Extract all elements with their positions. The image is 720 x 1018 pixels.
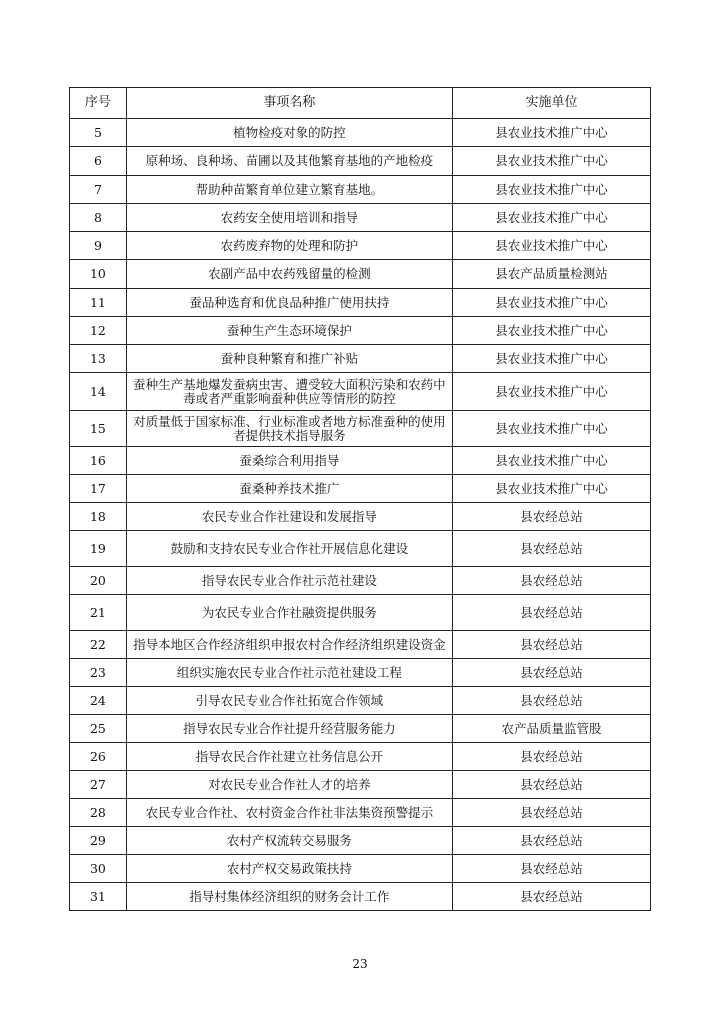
table-row xyxy=(70,595,651,631)
row-number-cell: 18 xyxy=(70,503,127,531)
table-row xyxy=(70,119,651,147)
item-name-cell: 对农民专业合作社人才的培养 xyxy=(126,771,452,799)
item-name-cell: 指导农民专业合作社示范社建设 xyxy=(126,567,452,595)
row-number-cell: 25 xyxy=(70,715,127,743)
item-name-cell: 农民专业合作社、农村资金合作社非法集资预警提示 xyxy=(126,799,452,827)
table-row xyxy=(70,827,651,855)
table-header-row xyxy=(70,88,651,119)
implementing-unit-cell: 县农经总站 xyxy=(452,631,650,659)
table-row xyxy=(70,260,651,289)
implementing-unit-cell: 农产品质量监管股 xyxy=(452,715,650,743)
table-row xyxy=(70,799,651,827)
table-body xyxy=(70,119,651,911)
row-number-cell: 26 xyxy=(70,743,127,771)
implementing-unit-cell: 县农经总站 xyxy=(452,567,650,595)
item-name-cell: 蚕品种选育和优良品种推广使用扶持 xyxy=(126,289,452,317)
implementing-unit-cell: 县农业技术推广中心 xyxy=(452,119,650,147)
page-number: 23 xyxy=(352,957,368,971)
item-name-cell: 农村产权流转交易服务 xyxy=(126,827,452,855)
table-row xyxy=(70,147,651,176)
row-number-cell: 12 xyxy=(70,317,127,345)
implementing-unit-cell: 县农经总站 xyxy=(452,659,650,687)
table-row xyxy=(70,345,651,373)
table-row xyxy=(70,687,651,715)
header-unit: 实施单位 xyxy=(452,88,650,119)
table-row xyxy=(70,289,651,317)
table-row xyxy=(70,176,651,204)
row-number-cell: 22 xyxy=(70,631,127,659)
row-number-cell: 19 xyxy=(70,531,127,567)
table-row xyxy=(70,317,651,345)
row-number-cell: 28 xyxy=(70,799,127,827)
table-row xyxy=(70,411,651,447)
item-name-cell: 蚕桑种养技术推广 xyxy=(126,475,452,503)
implementing-unit-cell: 县农业技术推广中心 xyxy=(452,345,650,373)
item-name-cell: 农村产权交易政策扶持 xyxy=(126,855,452,883)
implementing-unit-cell: 县农业技术推广中心 xyxy=(452,232,650,260)
item-name-cell: 组织实施农民专业合作社示范社建设工程 xyxy=(126,659,452,687)
items-table xyxy=(69,87,651,911)
implementing-unit-cell: 县农经总站 xyxy=(452,531,650,567)
row-number-cell: 11 xyxy=(70,289,127,317)
row-number-cell: 10 xyxy=(70,260,127,289)
item-name-cell: 为农民专业合作社融资提供服务 xyxy=(126,595,452,631)
item-name-cell: 对质量低于国家标准、行业标准或者地方标准蚕种的使用者提供技术指导服务 xyxy=(126,411,452,447)
row-number-cell: 14 xyxy=(70,373,127,411)
item-name-cell: 引导农民专业合作社拓宽合作领域 xyxy=(126,687,452,715)
row-number-cell: 30 xyxy=(70,855,127,883)
table-row xyxy=(70,503,651,531)
row-number-cell: 5 xyxy=(70,119,127,147)
table-row xyxy=(70,567,651,595)
header-number: 序号 xyxy=(70,88,127,119)
row-number-cell: 31 xyxy=(70,883,127,911)
implementing-unit-cell: 县农业技术推广中心 xyxy=(452,373,650,411)
implementing-unit-cell: 县农经总站 xyxy=(452,771,650,799)
item-name-cell: 帮助种苗繁育单位建立繁育基地。 xyxy=(126,176,452,204)
row-number-cell: 13 xyxy=(70,345,127,373)
item-name-cell: 鼓励和支持农民专业合作社开展信息化建设 xyxy=(126,531,452,567)
item-name-cell: 农民专业合作社建设和发展指导 xyxy=(126,503,452,531)
row-number-cell: 6 xyxy=(70,147,127,176)
implementing-unit-cell: 县农经总站 xyxy=(452,687,650,715)
implementing-unit-cell: 县农业技术推广中心 xyxy=(452,447,650,475)
row-number-cell: 21 xyxy=(70,595,127,631)
table-row xyxy=(70,743,651,771)
implementing-unit-cell: 县农经总站 xyxy=(452,595,650,631)
item-name-cell: 蚕种生产生态环境保护 xyxy=(126,317,452,345)
table-row xyxy=(70,232,651,260)
implementing-unit-cell: 县农业技术推广中心 xyxy=(452,147,650,176)
implementing-unit-cell: 县农经总站 xyxy=(452,743,650,771)
row-number-cell: 7 xyxy=(70,176,127,204)
item-name-cell: 指导农民合作社建立社务信息公开 xyxy=(126,743,452,771)
row-number-cell: 20 xyxy=(70,567,127,595)
item-name-cell: 植物检疫对象的防控 xyxy=(126,119,452,147)
item-name-cell: 指导农民专业合作社提升经营服务能力 xyxy=(126,715,452,743)
implementing-unit-cell: 县农经总站 xyxy=(452,855,650,883)
item-name-cell: 农药安全使用培训和指导 xyxy=(126,204,452,232)
implementing-unit-cell: 县农产品质量检测站 xyxy=(452,260,650,289)
row-number-cell: 8 xyxy=(70,204,127,232)
item-name-cell: 蚕种生产基地爆发蚕病虫害、遭受较大面积污染和农药中毒或者严重影响蚕种供应等情形的防控 xyxy=(126,373,452,411)
item-name-cell: 农药废弃物的处理和防护 xyxy=(126,232,452,260)
item-name-cell: 蚕种良种繁育和推广补贴 xyxy=(126,345,452,373)
table-row xyxy=(70,204,651,232)
table-row xyxy=(70,771,651,799)
table-row xyxy=(70,531,651,567)
row-number-cell: 24 xyxy=(70,687,127,715)
implementing-unit-cell: 县农业技术推广中心 xyxy=(452,176,650,204)
row-number-cell: 15 xyxy=(70,411,127,447)
table-row xyxy=(70,855,651,883)
item-name-cell: 指导本地区合作经济组织申报农村合作经济组织建设资金 xyxy=(126,631,452,659)
implementing-unit-cell: 县农经总站 xyxy=(452,883,650,911)
table-row xyxy=(70,373,651,411)
implementing-unit-cell: 县农经总站 xyxy=(452,799,650,827)
item-name-cell: 指导村集体经济组织的财务会计工作 xyxy=(126,883,452,911)
implementing-unit-cell: 县农业技术推广中心 xyxy=(452,204,650,232)
table-row xyxy=(70,715,651,743)
implementing-unit-cell: 县农经总站 xyxy=(452,827,650,855)
row-number-cell: 29 xyxy=(70,827,127,855)
table-row xyxy=(70,883,651,911)
table-row xyxy=(70,447,651,475)
implementing-unit-cell: 县农业技术推广中心 xyxy=(452,411,650,447)
implementing-unit-cell: 县农业技术推广中心 xyxy=(452,475,650,503)
row-number-cell: 16 xyxy=(70,447,127,475)
table-row xyxy=(70,659,651,687)
row-number-cell: 17 xyxy=(70,475,127,503)
item-name-cell: 原种场、良种场、苗圃以及其他繁育基地的产地检疫 xyxy=(126,147,452,176)
row-number-cell: 9 xyxy=(70,232,127,260)
row-number-cell: 23 xyxy=(70,659,127,687)
item-name-cell: 农副产品中农药残留量的检测 xyxy=(126,260,452,289)
table-row xyxy=(70,475,651,503)
implementing-unit-cell: 县农业技术推广中心 xyxy=(452,317,650,345)
implementing-unit-cell: 县农业技术推广中心 xyxy=(452,289,650,317)
header-item-name: 事项名称 xyxy=(126,88,452,119)
row-number-cell: 27 xyxy=(70,771,127,799)
item-name-cell: 蚕桑综合利用指导 xyxy=(126,447,452,475)
table-row xyxy=(70,631,651,659)
implementing-unit-cell: 县农经总站 xyxy=(452,503,650,531)
